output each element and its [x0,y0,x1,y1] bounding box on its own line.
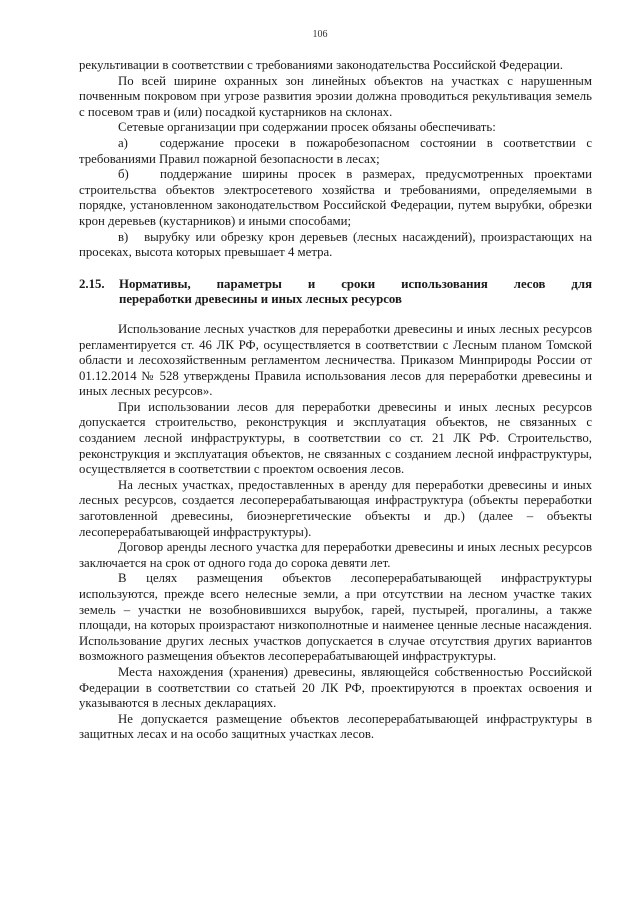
paragraph: При использовании лесов для переработки древесины и иных лесных ресурсов допускается строительство, реконструкция и эксплуатация объектов, не связанных с созданием лесной инфраструктуры, в соответствии со ст. 21 ЛК РФ. Строительство, реконструкция и эксплуатация объектов, не связанных с созданием лесной инфраструктуры, осуществляется в соответствии с проектом освоения лесов. [79,399,592,477]
section-number: 2.15. [79,276,105,291]
list-item: б) поддержание ширины просек в размерах, предусмотренных проектами строительства объектов электросетевого хозяйства и требованиями, определяемыми в порядке, установленном законодательством Российской Федерации, путем вырубки, обрезки крон деревьев (кустарников) и иными способами; [79,167,592,228]
section-heading [79,277,592,308]
list-item: в) вырубку или обрезку крон деревьев (лесных насаждений), произрастающих на просеках, высота которых превышает 4 метра. [79,229,592,260]
list-item: а) содержание просеки в пожаробезопасном состоянии в соответствии с требованиями Правил пожарной безопасности в лесах; [79,135,592,166]
paragraph: Сетевые организации при содержании просек обязаны обеспечивать: [118,120,496,135]
paragraph: В целях размещения объектов лесоперерабатывающей инфраструктуры используются, прежде всего нелесные земли, а при отсутствии на лесном участке таких земель – участки не возобновившихся вырубок, гарей, пустырей, прогалины, а также площади, на которых произрастают низкополнотные и наименее ценные лесные насаждения. Использование других лесных участков допускается в случае отсутствия других вариантов возможного размещения объектов лесоперерабатывающей инфраструктуры. [79,571,592,664]
paragraph: Не допускается размещение объектов лесоперерабатывающей инфраструктуры в защитных лесах и на особо защитных участках лесов. [79,711,592,742]
paragraph: По всей ширине охранных зон линейных объектов на участках с нарушенным почвенным покровом при угрозе развития эрозии должна проводиться рекультивация земель с посевом трав и (или) посадкой кустарников на склонах. [79,73,592,119]
paragraph: рекультивации в соответствии с требованиями законодательства Российской Федерации. [79,58,563,72]
page-number: 106 [312,29,328,40]
page-content [79,58,592,743]
paragraph: Места нахождения (хранения) древесины, являющейся собственностью Российской Федерации в соответствии со статьей 20 ЛК РФ, проектируются в проектах освоения и указываются в лесных декларациях. [79,664,592,711]
section-title-line: Нормативы, параметры и сроки использования лесов для [119,276,592,291]
paragraph: На лесных участках, предоставленных в аренду для переработки древесины и иных лесных ресурсов, создается лесоперерабатывающая инфраструктура (объекты переработки заготовленной древесины, биоэнергетические объекты и др.) (далее – объекты лесоперерабатывающей инфраструктуры). [79,477,592,539]
paragraph: Использование лесных участков для переработки древесины и иных лесных ресурсов регламентируется ст. 46 ЛК РФ, осуществляется в соответствии с Лесным планом Томской области и лесохозяйственным регламентом лесничества. Приказом Минприроды России от 01.12.2014 № 528 утверждены Правила использования лесов для переработки древесины и иных лесных ресурсов». [79,321,592,399]
section-title [119,277,592,308]
paragraph: Договор аренды лесного участка для переработки древесины и иных лесных ресурсов заключается на срок от одного года до сорока девяти лет. [79,540,592,570]
section-title-line: переработки древесины и иных лесных ресурсов [119,292,402,307]
